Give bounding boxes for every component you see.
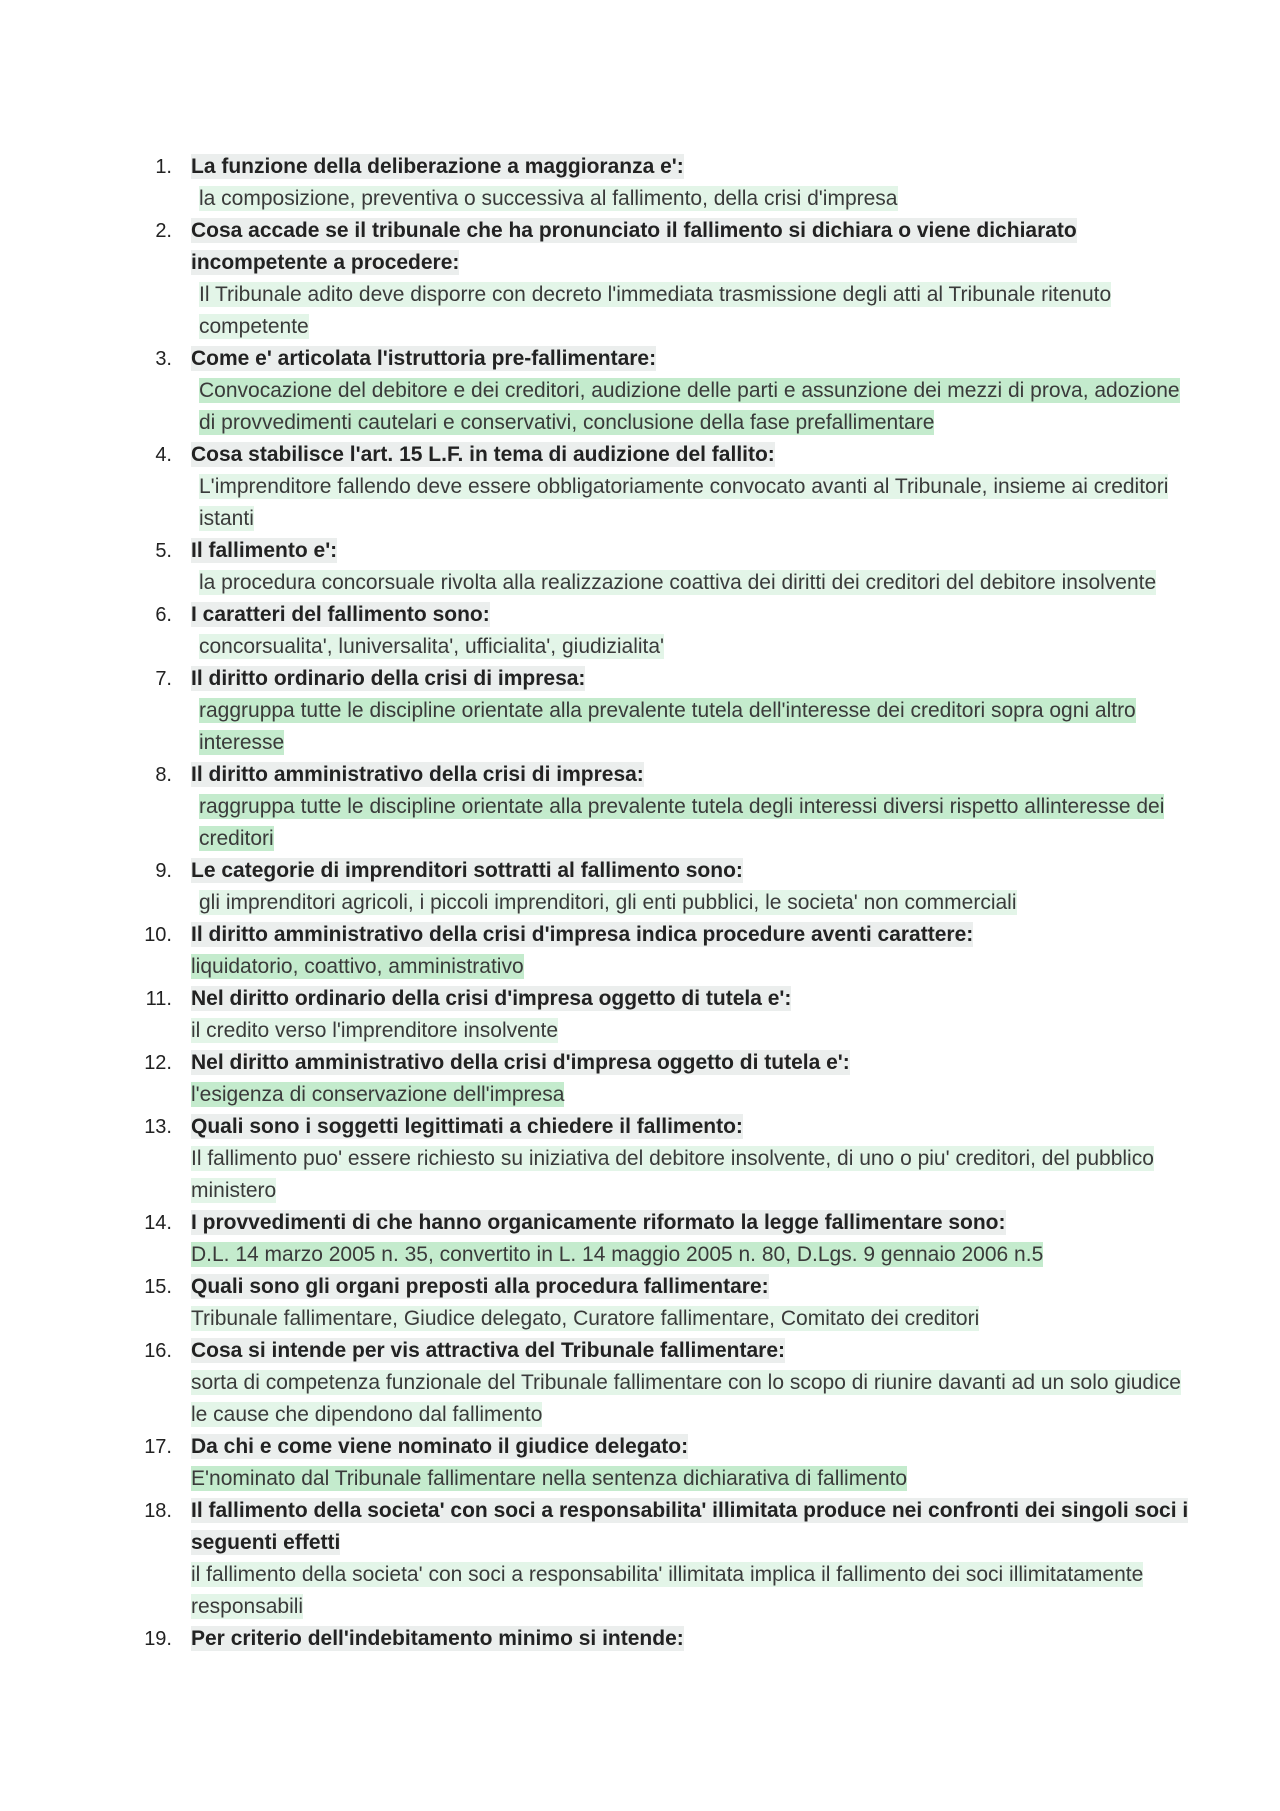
list-item: [0, 1623, 1280, 1655]
item-number: 2.: [155, 220, 172, 242]
question: Nel diritto ordinario della crisi d'impresa oggetto di tutela e':: [191, 987, 792, 1010]
question: Cosa stabilisce l'art. 15 L.F. in tema di audizione del fallito:: [191, 443, 775, 466]
item-number: 8.: [155, 764, 172, 786]
answer: E'nominato dal Tribunale fallimentare nella sentenza dichiarativa di fallimento: [191, 1467, 908, 1490]
list-item: [0, 983, 1280, 1047]
item-number: 9.: [155, 860, 172, 882]
item-number: 10.: [144, 924, 172, 946]
item-number: 7.: [155, 668, 172, 690]
question: La funzione della deliberazione a maggioranza e':: [191, 155, 684, 178]
question: Da chi e come viene nominato il giudice delegato:: [191, 1435, 689, 1458]
list-item: [0, 759, 1280, 855]
list-item: [0, 1047, 1280, 1111]
item-number: 12.: [144, 1052, 172, 1074]
question: Quali sono i soggetti legittimati a chiedere il fallimento:: [191, 1115, 743, 1138]
list-item: [0, 1431, 1280, 1495]
list-item: [0, 919, 1280, 983]
question: Nel diritto amministrativo della crisi d'impresa oggetto di tutela e':: [191, 1051, 850, 1074]
item-number: 18.: [144, 1500, 172, 1522]
answer: il fallimento della societa' con soci a responsabilita' illimitata implica il fallimento dei soci illimitatamente responsabili: [191, 1563, 1144, 1618]
item-number: 3.: [155, 348, 172, 370]
list-item: [0, 599, 1280, 663]
answer: l'esigenza di conservazione dell'impresa: [191, 1083, 565, 1106]
answer: gli imprenditori agricoli, i piccoli imprenditori, gli enti pubblici, le societa' non commerciali: [199, 891, 1017, 914]
question: Il fallimento della societa' con soci a responsabilita' illimitata produce nei confronti dei singoli soci i seguenti effetti: [191, 1499, 1189, 1554]
answer: Convocazione del debitore e dei creditori, audizione delle parti e assunzione dei mezzi di prova, adozione di provvedimenti cautelari e conservativi, conclusione della fase prefallimentare: [199, 379, 1180, 434]
answer: Tribunale fallimentare, Giudice delegato, Curatore fallimentare, Comitato dei creditori: [191, 1307, 980, 1330]
list-item: [0, 855, 1280, 919]
list-item: [0, 439, 1280, 535]
answer: Il Tribunale adito deve disporre con decreto l'immediata trasmissione degli atti al Tribunale ritenuto competente: [199, 283, 1112, 338]
list-item: [0, 343, 1280, 439]
item-number: 6.: [155, 604, 172, 626]
item-number: 19.: [144, 1628, 172, 1650]
question: Cosa si intende per vis attractiva del Tribunale fallimentare:: [191, 1339, 786, 1362]
question-list: [0, 151, 1280, 1655]
list-item: [0, 1495, 1280, 1623]
question: Quali sono gli organi preposti alla procedura fallimentare:: [191, 1275, 769, 1298]
list-item: [0, 1111, 1280, 1207]
question: I provvedimenti di che hanno organicamente riformato la legge fallimentare sono:: [191, 1211, 1006, 1234]
question: Il fallimento e':: [191, 539, 338, 562]
question: Cosa accade se il tribunale che ha pronunciato il fallimento si dichiara o viene dichiarato incompetente a procedere:: [191, 219, 1077, 274]
item-number: 16.: [144, 1340, 172, 1362]
item-number: 1.: [155, 156, 172, 178]
list-item: [0, 1335, 1280, 1431]
list-item: [0, 151, 1280, 215]
question: Il diritto ordinario della crisi di impresa:: [191, 667, 586, 690]
question: Come e' articolata l'istruttoria pre-fallimentare:: [191, 347, 657, 370]
answer: raggruppa tutte le discipline orientate alla prevalente tutela degli interessi diversi rispetto allinteresse dei creditori: [199, 795, 1165, 850]
item-number: 13.: [144, 1116, 172, 1138]
list-item: [0, 535, 1280, 599]
answer: concorsualita', luniversalita', ufficialita', giudizialita': [199, 635, 665, 658]
question: I caratteri del fallimento sono:: [191, 603, 490, 626]
answer: D.L. 14 marzo 2005 n. 35, convertito in L. 14 maggio 2005 n. 80, D.Lgs. 9 gennaio 2006 n.5: [191, 1243, 1044, 1266]
list-item: [0, 1271, 1280, 1335]
answer: sorta di competenza funzionale del Tribunale fallimentare con lo scopo di riunire davanti ad un solo giudice le cause che dipendono dal fallimento: [191, 1371, 1181, 1426]
answer: L'imprenditore fallendo deve essere obbligatoriamente convocato avanti al Tribunale, insieme ai creditori istanti: [199, 475, 1169, 530]
answer: la composizione, preventiva o successiva al fallimento, della crisi d'impresa: [199, 187, 898, 210]
answer: liquidatorio, coattivo, amministrativo: [191, 955, 524, 978]
item-number: 11.: [145, 988, 172, 1010]
question: Il diritto amministrativo della crisi d'impresa indica procedure aventi carattere:: [191, 923, 974, 946]
item-number: 15.: [144, 1276, 172, 1298]
item-number: 5.: [155, 540, 172, 562]
list-item: [0, 1207, 1280, 1271]
item-number: 17.: [144, 1436, 172, 1458]
item-number: 4.: [155, 444, 172, 466]
list-item: [0, 215, 1280, 343]
answer: la procedura concorsuale rivolta alla realizzazione coattiva dei diritti dei creditori del debitore insolvente: [199, 571, 1157, 594]
question: Le categorie di imprenditori sottratti al fallimento sono:: [191, 859, 743, 882]
question: Il diritto amministrativo della crisi di impresa:: [191, 763, 644, 786]
answer: Il fallimento puo' essere richiesto su iniziativa del debitore insolvente, di uno o piu' creditori, del pubblico ministero: [191, 1147, 1154, 1202]
question: Per criterio dell'indebitamento minimo si intende:: [191, 1627, 684, 1650]
item-number: 14.: [144, 1212, 172, 1234]
answer: il credito verso l'imprenditore insolvente: [191, 1019, 559, 1042]
answer: raggruppa tutte le discipline orientate alla prevalente tutela dell'interesse dei creditori sopra ogni altro interesse: [199, 699, 1136, 754]
list-item: [0, 663, 1280, 759]
